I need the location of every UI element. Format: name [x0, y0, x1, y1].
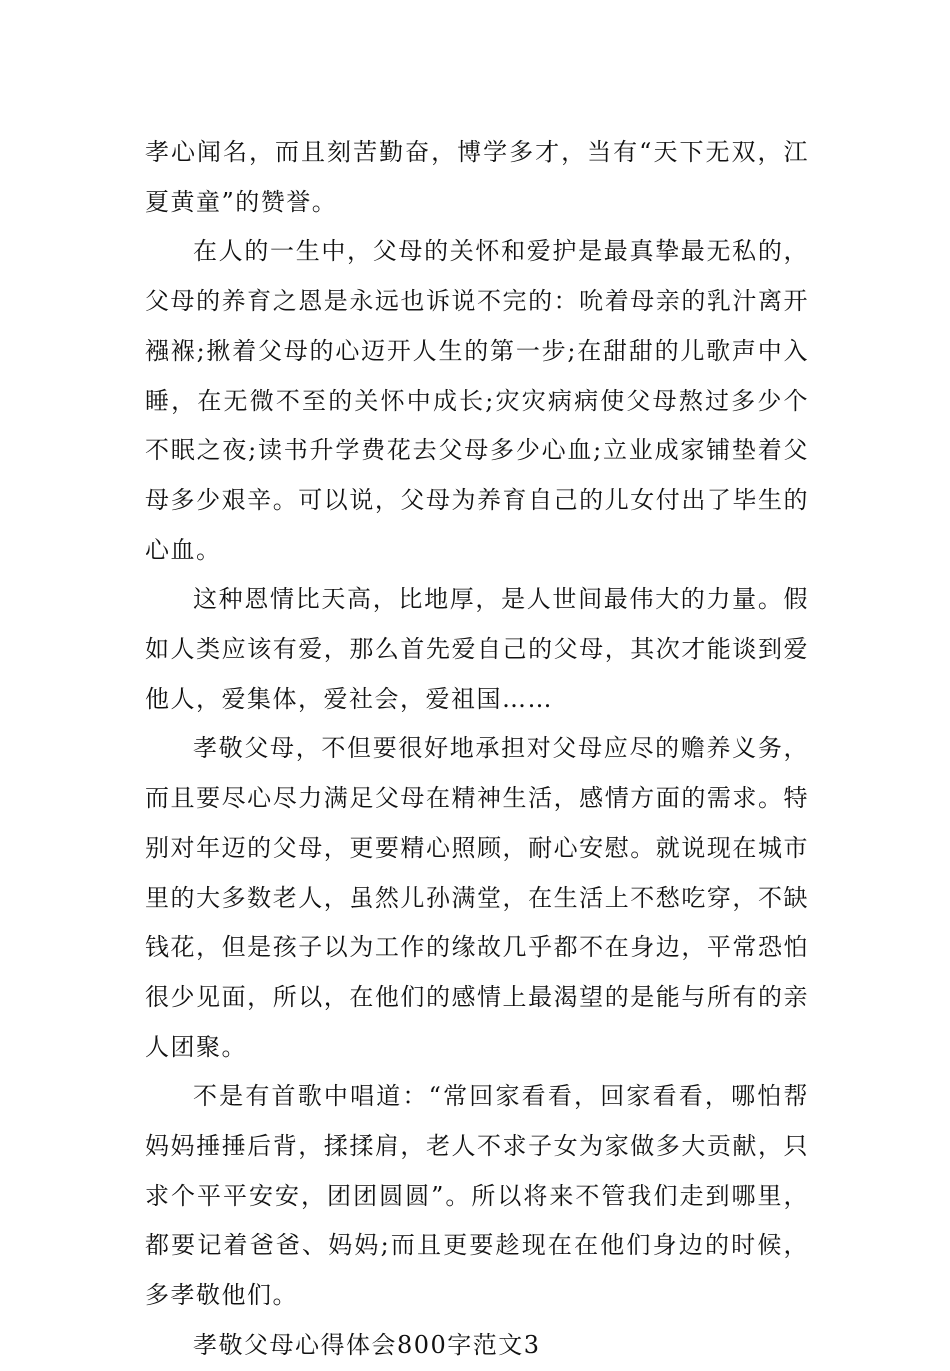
paragraph-song-quote: 不是有首歌中唱道：“常回家看看，回家看看，哪怕帮妈妈捶捶后背，揉揉肩，老人不求子女为家做多大贡献，只求个平平安安，团团圆圆”。所以将来不管我们走到哪里，都要记着爸爸、妈妈;而且更要趁现在在他们身边的时候，多孝敬他们。	[145, 1082, 809, 1310]
document-body	[145, 128, 809, 1371]
paragraph-filial-duty: 孝敬父母，不但要很好地承担对父母应尽的赡养义务，而且要尽心尽力满足父母在精神生活，感情方面的需求。特别对年迈的父母，更要精心照顾，耐心安慰。就说现在城市里的大多数老人，虽然儿孙满堂，在生活上不愁吃穿，不缺钱花，但是孩子以为工作的缘故几乎都不在身边，平常恐怕很少见面，所以，在他们的感情上最渴望的是能与所有的亲人团聚。	[145, 734, 809, 1061]
paragraph-parental-care: 在人的一生中，父母的关怀和爱护是最真挚最无私的，父母的养育之恩是永远也诉说不完的：吮着母亲的乳汁离开襁褓;揪着父母的心迈开人生的第一步;在甜甜的儿歌声中入睡，在无微不至的关怀中成长;灾灾病病使父母熬过多少个不眠之夜;读书升学费花去父母多少心血;立业成家铺垫着父母多少艰辛。可以说，父母为养育自己的儿女付出了毕生的心血。	[145, 237, 809, 564]
section-heading: 孝敬父母心得体会800字范文3	[193, 1330, 541, 1359]
paragraph-continuation: 孝心闻名，而且刻苦勤奋，博学多才，当有“天下无双，江夏黄童”的赞誉。	[145, 138, 809, 216]
paragraph-greatest-love: 这种恩情比天高，比地厚，是人世间最伟大的力量。假如人类应该有爱，那么首先爱自己的父母，其次才能谈到爱他人，爱集体，爱社会，爱祖国……	[145, 585, 809, 713]
